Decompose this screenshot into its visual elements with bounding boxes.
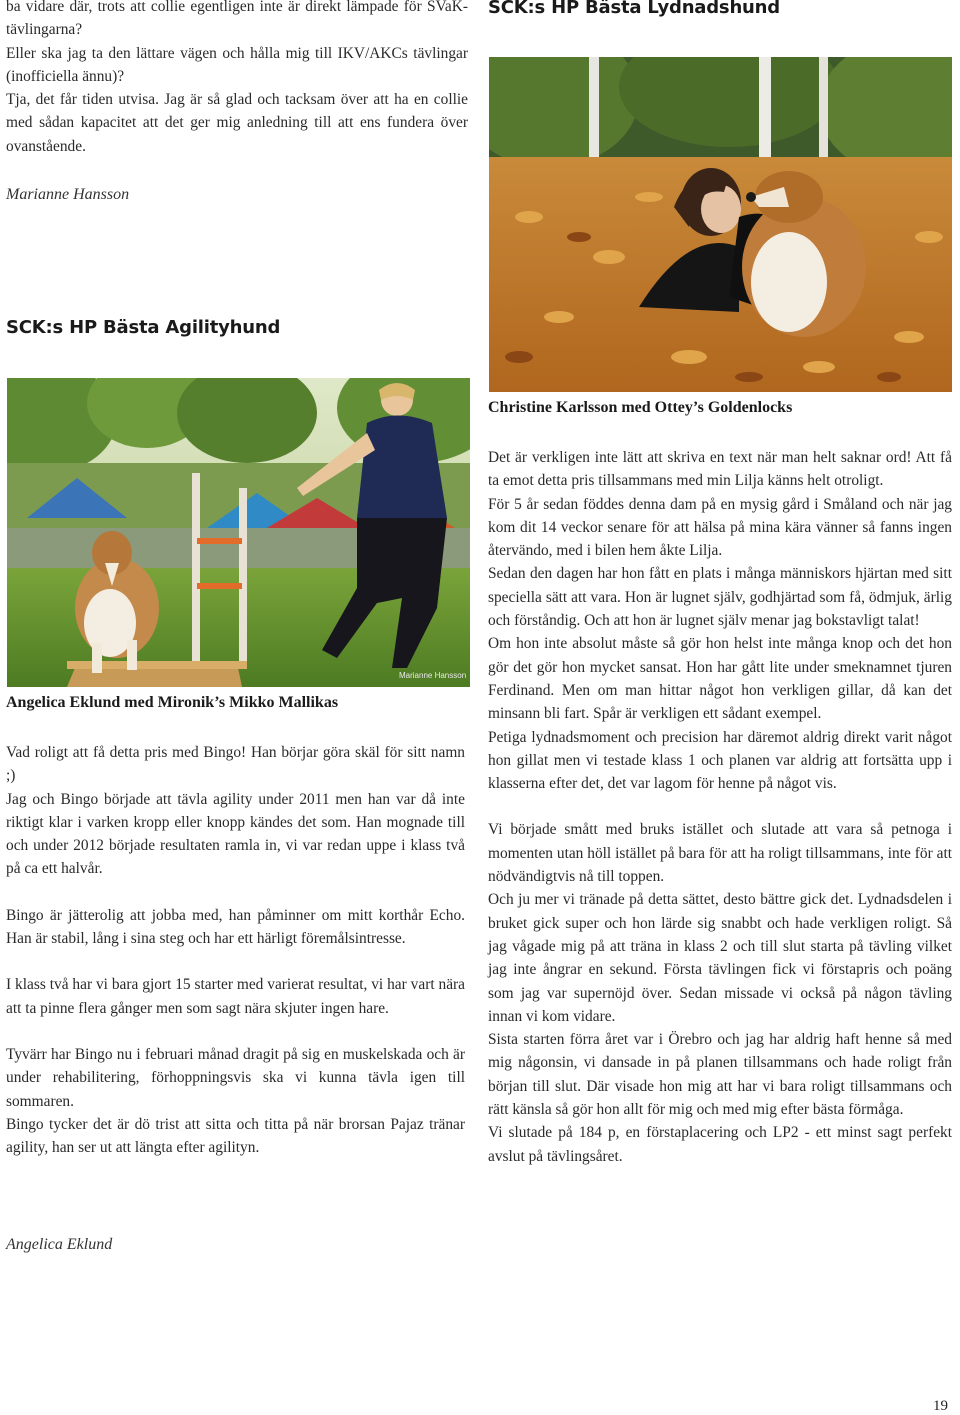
- obedience-caption: Christine Karlsson med Ottey’s Goldenlocks: [488, 399, 793, 416]
- obedience-paragraph: Vi började smått med bruks istället och slutade att vara så petnoga i momenten utan höll istället på bara för att ha roligt tillsammans, inte för att nödvändigtvis nå till toppen.: [488, 821, 952, 886]
- obedience-paragraph: Sista starten förra året var i Örebro och jag har aldrig haft henne så med mig någonsin, vi dansade in på planen tillsammans och hade roligt från början till slut. Där visade hon mig att har vi bara roligt tillsammans och rätt känsla så gör hon allt för mig och med mig efter bästa förmåga.: [488, 1031, 952, 1119]
- intro-text: [6, 0, 468, 158]
- obedience-paragraph: Och ju mer vi tränade på detta sättet, desto bättre gick det. Lydnadsdelen i bruket gick super och hon lärde sig snabbt och hade verkligen roligt. Så jag vågade mig på att träna in klass 2 och till slut starta på tävling vilket jag inte ångrar en sekund. Första tävlingen fick vi förstapris och poäng som jag var supernöjd över. Sedan missade vi också på någon tävling innan vi kom vidare.: [488, 891, 952, 1025]
- obedience-paragraph: Vi slutade på 184 p, en förstaplacering och LP2 - ett minst sagt perfekt avslut på tävlingsåret.: [488, 1124, 952, 1165]
- agility-paragraph: Bingo tycker det är dö trist att sitta och titta på när brorsan Pajaz tränar agility, han ser ut att längta efter agilityn.: [6, 1115, 465, 1157]
- agility-paragraph: Vad roligt att få detta pris med Bingo! Han börjar göra skäl för sitt namn ;): [6, 744, 465, 785]
- obedience-photo-image: [489, 57, 952, 392]
- agility-caption: Angelica Eklund med Mironik’s Mikko Mallikas: [6, 694, 339, 711]
- obedience-paragraph: Petiga lydnadsmoment och precision har däremot aldrig direkt varit något hon gillat men vi testade klass 1 och planen var aldrig att fortsätta upp i klasserna efter det, det var lagom för henne på något vis.: [488, 728, 952, 793]
- intro-line: Tja, det får tiden utvisa. Jag är så glad och tacksam över att ha en collie med sådan kapacitet att det ger mig anledning till att ens fundera över ovanstående.: [6, 91, 468, 155]
- intro-line: Eller ska jag ta den lättare vägen och hålla mig till IKV/AKCs tävlingar (inofficiella ännu)?: [6, 44, 468, 85]
- agility-paragraph: Bingo är jätterolig att jobba med, han påminner om mitt korthår Echo. Han är stabil, lång i sina steg och har ett härligt föremålsintresse.: [6, 906, 465, 948]
- agility-photo-image: [7, 378, 470, 687]
- agility-heading: SCK:s HP Bästa Agilityhund: [6, 317, 281, 338]
- agility-text: [6, 741, 465, 1159]
- intro-signature: Marianne Hansson: [6, 186, 130, 203]
- obedience-paragraph: Sedan den dagen har hon fått en plats i många människors hjärtan med sitt speciella sätt att vara. Hon är lugnet själv, godhjärtad som få, ödmjuk, ärlig och förståndig. Och att hon är lugnet själv menar jag bokstavligt talat!: [488, 565, 952, 630]
- agility-paragraph: I klass två har vi bara gjort 15 starter med varierat resultat, vi har vart nära att ta pinne flera gånger men som sagt nära skjuter ingen hare.: [6, 976, 465, 1017]
- page-number: 19: [933, 1398, 948, 1414]
- agility-paragraph: Tyvärr har Bingo nu i februari månad dragit på sig en muskelskada och är under rehabilitering, förhoppningsvis ska vi kunna tävla igen till sommaren.: [6, 1045, 465, 1110]
- obedience-paragraph: För 5 år sedan föddes denna dam på en mysig gård i Småland och när jag kom dit 14 veckor senare för att hälsa på mina kära vänner så fanns ingen återvändo, med i bilen hem åkte Lilja.: [488, 495, 952, 560]
- agility-photo: [7, 378, 470, 687]
- obedience-paragraph: Det är verkligen inte lätt att skriva en text när man helt saknar ord! Att få ta emot detta pris tillsammans med min Lilja känns helt otroligt.: [488, 449, 952, 490]
- agility-signature: Angelica Eklund: [6, 1236, 113, 1253]
- agility-paragraph: Jag och Bingo började att tävla agility under 2011 men han var då inte riktigt klar i varken kropp eller knopp kändes det som. Han mognade till och under 2012 började resultaten ramla in, vi var redan uppe i klass två på ca ett halvår.: [6, 790, 465, 878]
- photo-credit: Marianne Hansson: [399, 671, 467, 680]
- intro-line: ba vidare där, trots att collie egentligen inte är direkt lämpade för SVaK-tävlingarna?: [6, 0, 468, 39]
- obedience-text: [488, 446, 952, 1168]
- obedience-paragraph: Om hon inte absolut måste så gör hon helst inte många knop och det hon gör det gör hon mycket sansat. Hon har gått lite under smeknamnet tjuren Ferdinand. Men om man hittar något hon verkligen gillar, då kan det minsann bli fart. Spår är verkligen ett sådant exempel.: [488, 635, 952, 723]
- obedience-heading: SCK:s HP Bästa Lydnadshund: [488, 0, 780, 18]
- obedience-photo: [489, 57, 952, 392]
